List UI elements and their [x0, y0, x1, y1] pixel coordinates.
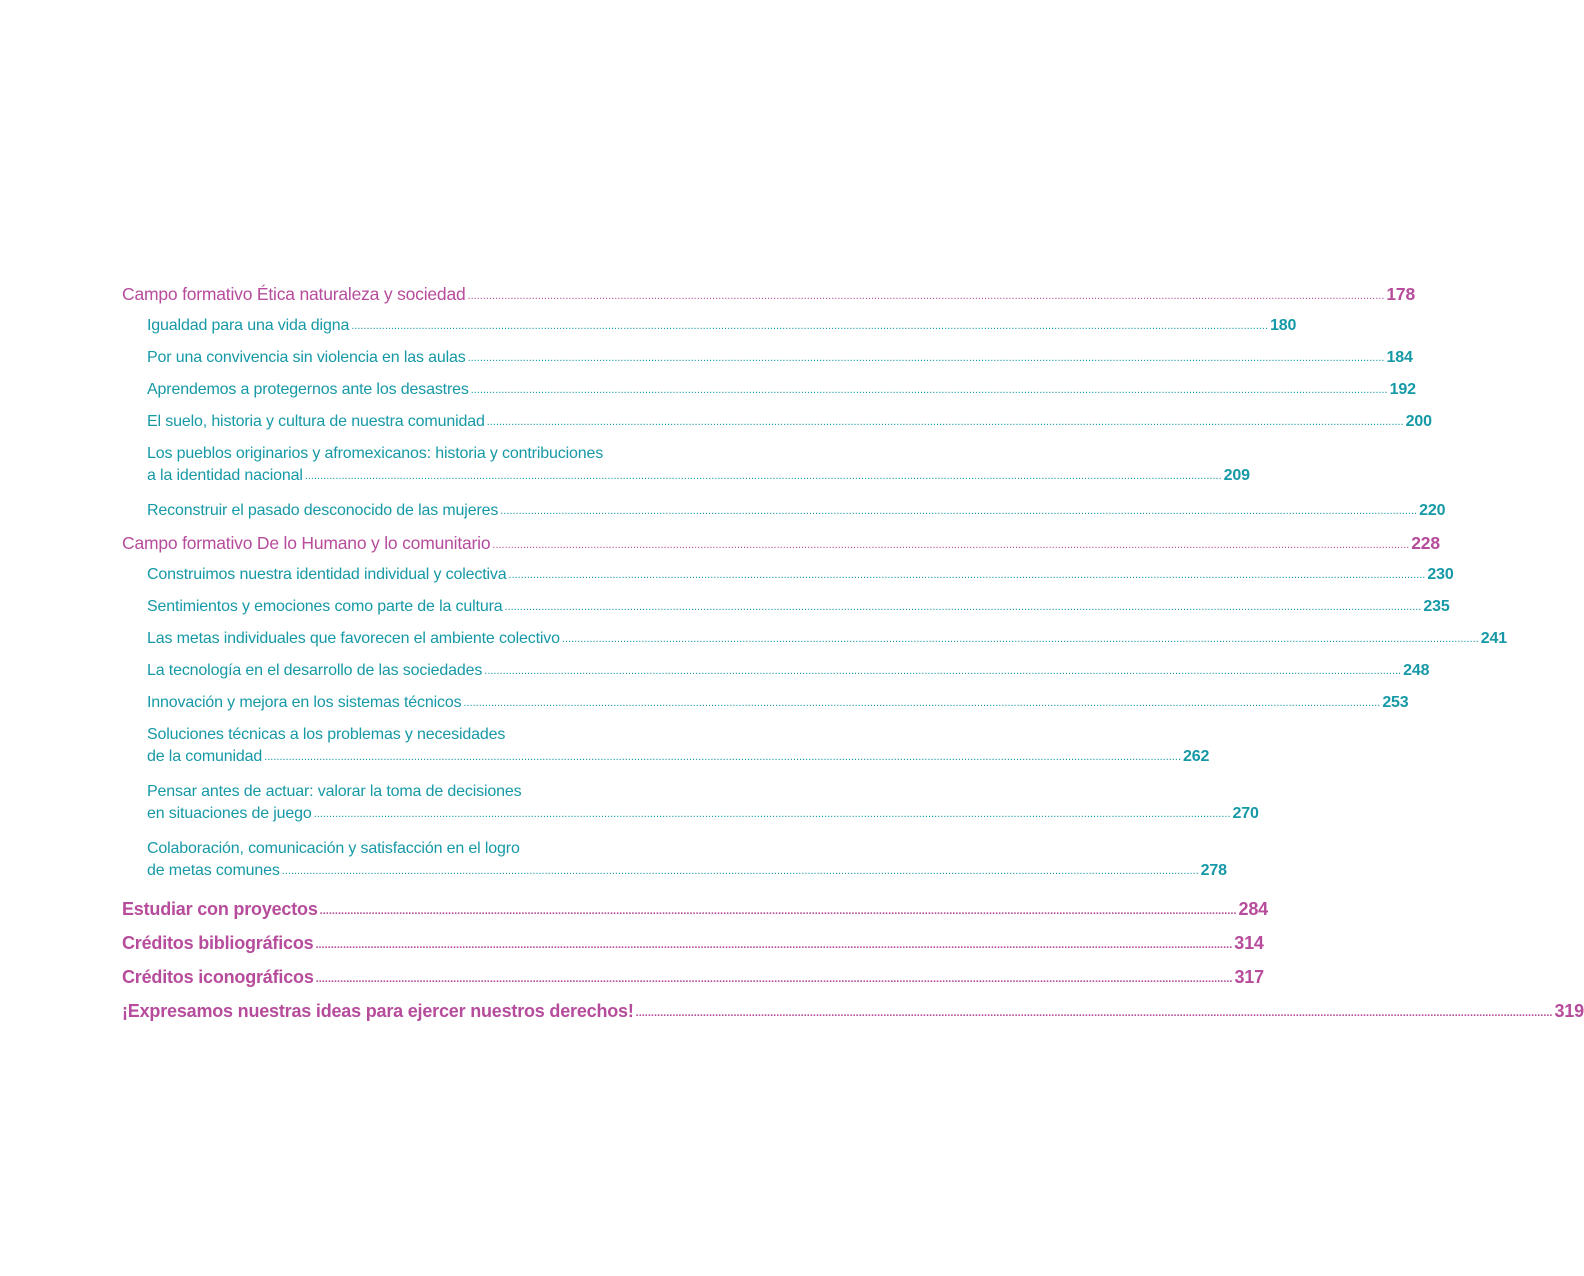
dot-leader: ............................................................................................................................................................................................................................................................................................................: [508, 569, 1426, 581]
toc-page-number: 178: [1386, 284, 1415, 304]
toc-entry[interactable]: [122, 408, 1432, 440]
toc-page-number: 284: [1238, 899, 1268, 919]
dot-leader: ............................................................................................................................................................................................................................................................................................................: [351, 320, 1269, 332]
toc-entry-title-line2: en situaciones de juego: [147, 805, 312, 822]
dot-leader: ............................................................................................................................................................................................................................................................................................................: [470, 384, 1388, 396]
toc-page-number: 180: [1270, 317, 1297, 334]
toc-page-number: 228: [1411, 533, 1440, 553]
toc-major-title: ¡Expresamos nuestras ideas para ejercer nuestros derechos!: [122, 1001, 634, 1021]
toc-major-entry[interactable]: [122, 960, 1264, 994]
dot-leader: ............................................................................................................................................................................................................................................................................................................: [319, 905, 1237, 917]
toc-entry[interactable]: [122, 497, 1446, 529]
toc-page-number: 184: [1386, 349, 1413, 366]
toc-entry[interactable]: [122, 376, 1416, 408]
toc-page-number: 200: [1405, 413, 1432, 430]
toc-page-number: 253: [1382, 694, 1409, 711]
dot-leader: ............................................................................................................................................................................................................................................................................................................: [500, 505, 1418, 517]
toc-major-title: Estudiar con proyectos: [122, 899, 318, 919]
dot-leader: ............................................................................................................................................................................................................................................................................................................: [315, 939, 1233, 951]
toc-page-number: 262: [1183, 748, 1210, 765]
dot-leader: ............................................................................................................................................................................................................................................................................................................: [492, 539, 1410, 551]
toc-page-number: 319: [1554, 1001, 1584, 1021]
toc-entry[interactable]: [122, 625, 1507, 657]
dot-leader: ............................................................................................................................................................................................................................................................................................................: [315, 973, 1233, 985]
toc-entry-title: Aprendemos a protegernos ante los desastres: [147, 381, 469, 398]
toc-entry[interactable]: [122, 781, 1259, 835]
toc-entry-title-line1: Los pueblos originarios y afromexicanos: historia y contribuciones: [147, 445, 604, 462]
toc-section-etica[interactable]: [122, 280, 1415, 312]
toc-entry[interactable]: [122, 838, 1227, 892]
toc-page-number: 278: [1200, 862, 1227, 879]
toc-major-title: Créditos iconográficos: [122, 967, 314, 987]
toc-page-number: 314: [1234, 933, 1264, 953]
toc-section-title: Campo formativo Ética naturaleza y sociedad: [122, 284, 466, 304]
toc-entry[interactable]: [122, 312, 1297, 344]
dot-leader: ............................................................................................................................................................................................................................................................................................................: [486, 416, 1404, 428]
toc-page-number: 235: [1423, 598, 1450, 615]
toc-page-number: 270: [1232, 805, 1259, 822]
toc-page-number: 209: [1223, 467, 1250, 484]
toc-entry-title-line2: de metas comunes: [147, 862, 280, 879]
toc-page-number: 230: [1427, 566, 1454, 583]
toc-entry-title: Innovación y mejora en los sistemas técnicos: [147, 694, 462, 711]
dot-leader: ............................................................................................................................................................................................................................................................................................................: [463, 697, 1381, 709]
toc-entry-title: Construimos nuestra identidad individual y colectiva: [147, 566, 507, 583]
toc-entry-title-line1: Colaboración, comunicación y satisfacción en el logro: [147, 840, 520, 857]
toc-major-entry[interactable]: [122, 926, 1264, 960]
toc-major-entry[interactable]: [122, 994, 1584, 1028]
toc-entry-title: Por una convivencia sin violencia en las aulas: [147, 349, 466, 366]
dot-leader: ............................................................................................................................................................................................................................................................................................................: [264, 751, 1182, 763]
toc-entry[interactable]: [122, 689, 1409, 721]
toc-major-title: Créditos bibliográficos: [122, 933, 314, 953]
toc-entry[interactable]: [122, 443, 1250, 497]
toc-entry[interactable]: [122, 344, 1413, 376]
toc-entry-title-line1: Pensar antes de actuar: valorar la toma de decisiones: [147, 783, 522, 800]
toc-entry[interactable]: [122, 561, 1454, 593]
toc-entry-title: Las metas individuales que favorecen el ambiente colectivo: [147, 630, 560, 647]
table-of-contents: [122, 280, 1584, 1028]
dot-leader: ............................................................................................................................................................................................................................................................................................................: [304, 470, 1222, 482]
toc-entry-title-line1: Soluciones técnicas a los problemas y necesidades: [147, 726, 506, 743]
toc-section-title: Campo formativo De lo Humano y lo comunitario: [122, 533, 491, 553]
dot-leader: ............................................................................................................................................................................................................................................................................................................: [484, 665, 1402, 677]
toc-entry-title: Sentimientos y emociones como parte de la cultura: [147, 598, 503, 615]
dot-leader: ............................................................................................................................................................................................................................................................................................................: [561, 633, 1479, 645]
toc-entry[interactable]: [122, 593, 1450, 625]
dot-leader: ............................................................................................................................................................................................................................................................................................................: [313, 808, 1231, 820]
toc-entry-title: Igualdad para una vida digna: [147, 317, 350, 334]
dot-leader: ............................................................................................................................................................................................................................................................................................................: [281, 865, 1199, 877]
toc-section-humano[interactable]: [122, 529, 1440, 561]
toc-entry[interactable]: [122, 657, 1430, 689]
toc-entry-title-line2: de la comunidad: [147, 748, 263, 765]
dot-leader: ............................................................................................................................................................................................................................................................................................................: [467, 290, 1385, 302]
toc-page-number: 192: [1389, 381, 1416, 398]
toc-entry-title: La tecnología en el desarrollo de las sociedades: [147, 662, 483, 679]
toc-entry[interactable]: [122, 724, 1210, 778]
dot-leader: ............................................................................................................................................................................................................................................................................................................: [467, 352, 1385, 364]
toc-page-number: 241: [1480, 630, 1507, 647]
toc-page-number: 248: [1403, 662, 1430, 679]
toc-entry-title: El suelo, historia y cultura de nuestra comunidad: [147, 413, 485, 430]
toc-page-number: 317: [1234, 967, 1264, 987]
toc-major-entry[interactable]: [122, 892, 1268, 926]
toc-entry-title: Reconstruir el pasado desconocido de las mujeres: [147, 502, 499, 519]
dot-leader: ............................................................................................................................................................................................................................................................................................................: [635, 1007, 1553, 1019]
dot-leader: ............................................................................................................................................................................................................................................................................................................: [504, 601, 1422, 613]
toc-entry-title-line2: a la identidad nacional: [147, 467, 303, 484]
toc-page-number: 220: [1419, 502, 1446, 519]
